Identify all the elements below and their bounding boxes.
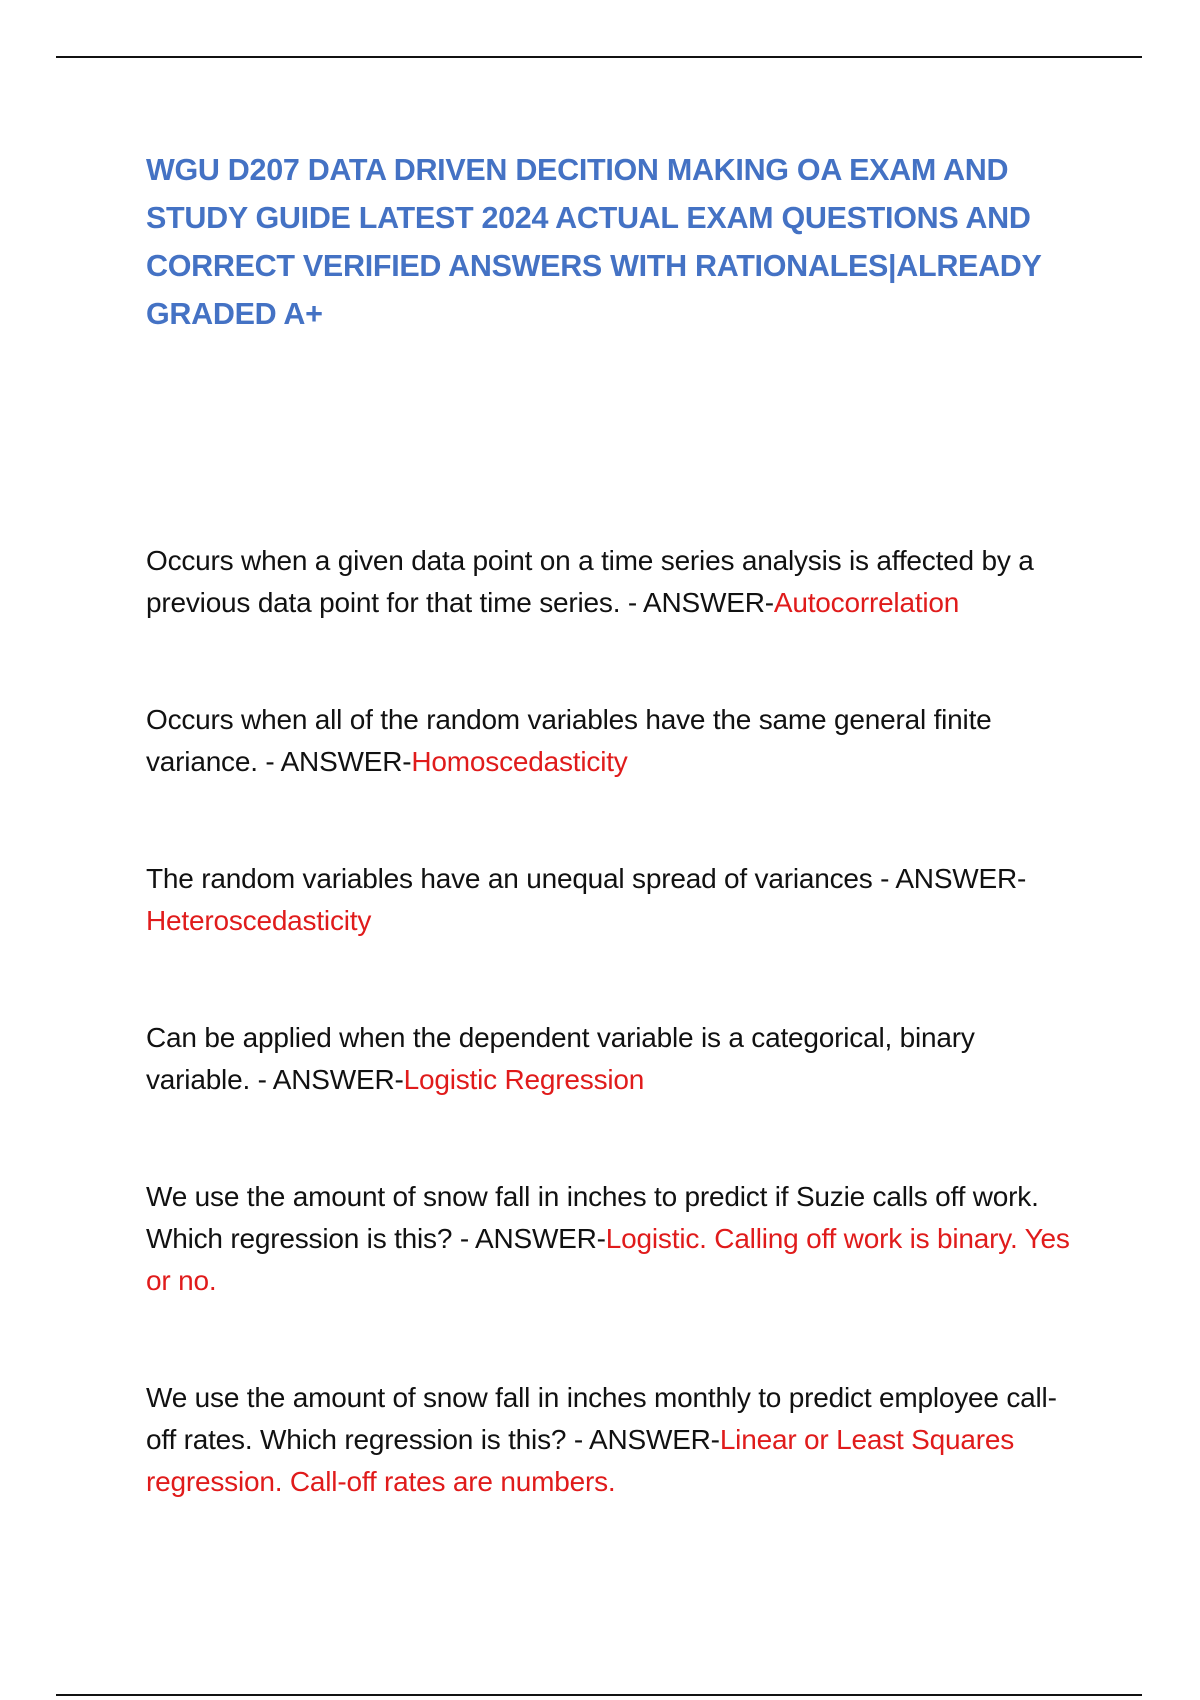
answer-text: Logistic. Calling off work is binary. Yes or no. — [146, 1223, 1070, 1296]
question-text: Occurs when a given data point on a time series analysis is affected by a previous data point for that time series. — [146, 545, 1034, 618]
answer-marker: - ANSWER- — [566, 1424, 720, 1455]
document-title: WGU D207 DATA DRIVEN DECITION MAKING OA EXAM AND STUDY GUIDE LATEST 2024 ACTUAL EXAM QUESTIONS AND CORRECT VERIFIED ANSWERS WITH RATIONALES|ALREADY GRADED A+ — [146, 153, 1042, 331]
document-body — [146, 146, 1076, 1578]
answer-marker: - ANSWER- — [872, 863, 1027, 894]
question-text: Can be applied when the dependent variable is a categorical, binary variable. — [146, 1022, 975, 1095]
qa-item — [146, 1377, 1076, 1503]
answer-text: Linear or Least Squares regression. Call-off rates are numbers. — [146, 1424, 1015, 1497]
qa-item — [146, 1017, 1076, 1101]
answer-marker: - ANSWER- — [250, 1064, 404, 1095]
qa-item — [146, 858, 1076, 942]
answer-marker: - ANSWER- — [620, 587, 774, 618]
bottom-rule — [56, 1694, 1142, 1696]
top-rule — [56, 56, 1142, 58]
answer-text: Autocorrelation — [773, 587, 960, 618]
question-text: Occurs when all of the random variables have the same general finite variance. — [146, 704, 992, 777]
answer-marker: - ANSWER- — [257, 746, 412, 777]
question-text: The random variables have an unequal spread of variances — [146, 863, 873, 894]
answer-text: Homoscedasticity — [411, 746, 628, 777]
qa-item — [146, 540, 1076, 624]
qa-item — [146, 1176, 1076, 1302]
answer-marker: - ANSWER- — [452, 1223, 606, 1254]
qa-item — [146, 699, 1076, 783]
qa-list — [146, 540, 1076, 1503]
answer-text: Logistic Regression — [403, 1064, 645, 1095]
answer-text: Heteroscedasticity — [146, 905, 372, 936]
question-text: We use the amount of snow fall in inches monthly to predict employee call-off rates. Which regression is this? — [146, 1382, 1057, 1455]
question-text: We use the amount of snow fall in inches to predict if Suzie calls off work. Which regression is this? — [146, 1181, 1039, 1254]
